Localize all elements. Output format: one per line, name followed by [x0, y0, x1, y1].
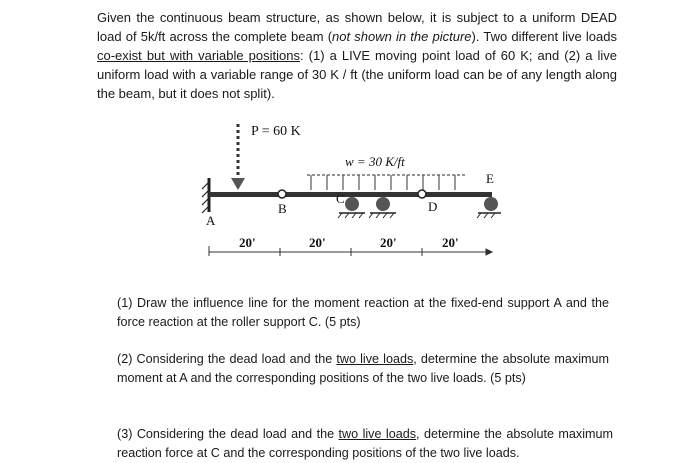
label-e: E: [486, 171, 494, 186]
problem-statement: [97, 8, 617, 103]
question-3-underlined: two live loads: [338, 427, 417, 441]
label-c: C: [336, 191, 345, 206]
question-2-text-2: , determine the absolute maximum moment at A and the corresponding positions of the two live loads. (5 pts): [117, 352, 609, 385]
roller-support-mid: [369, 197, 396, 218]
fixed-support-a: [202, 178, 209, 213]
span-bc-label: 20': [309, 235, 326, 250]
question-1: (1) Draw the influence line for the moment reaction at the fixed-end support A and the force reaction at the roller support C. (5 pts): [117, 296, 609, 329]
span-de-label: 20': [442, 235, 459, 250]
beam-diagram: [195, 110, 505, 260]
hinge-b: [278, 190, 286, 198]
question-3: [117, 425, 613, 462]
intro-text-3: : (1) a LIVE moving point load of 60 K; and (2) a live uniform load with a variable range of 30 K / ft (the uniform load can be of any length along the beam, but it does not split).: [97, 48, 617, 101]
label-b: B: [278, 201, 287, 216]
point-load-label: P = 60 K: [251, 124, 301, 139]
roller-support-e: [477, 197, 501, 218]
point-load-arrow: [231, 124, 245, 190]
label-a: A: [206, 213, 216, 228]
intro-underlined-phrase: co-exist but with variable positions: [97, 48, 300, 63]
intro-italic-note: not shown in the picture: [332, 29, 472, 44]
beam: [209, 192, 492, 197]
intro-text-2: ). Two different live loads: [471, 29, 617, 44]
question-3-text-1: (3) Considering the dead load and the: [117, 427, 339, 441]
intro-text-1: Given the continuous beam structure, as shown below, it is subject to a uniform DEAD load of 5k/ft across the complete beam (: [97, 10, 617, 44]
question-2: [117, 350, 609, 387]
label-d: D: [428, 199, 438, 214]
span-cd-label: 20': [380, 235, 397, 250]
uniform-load-label: w = 30 K/ft: [345, 154, 405, 169]
uniform-load-arrows: [307, 175, 467, 190]
hinge-d: [418, 190, 426, 198]
span-ab-label: 20': [239, 235, 256, 250]
question-3-text-2: , determine the absolute maximum reaction force at C and the corresponding positions of the two live loads.: [117, 427, 613, 460]
question-2-text-1: (2) Considering the dead load and the: [117, 352, 337, 366]
question-2-underlined: two live loads: [336, 352, 414, 366]
